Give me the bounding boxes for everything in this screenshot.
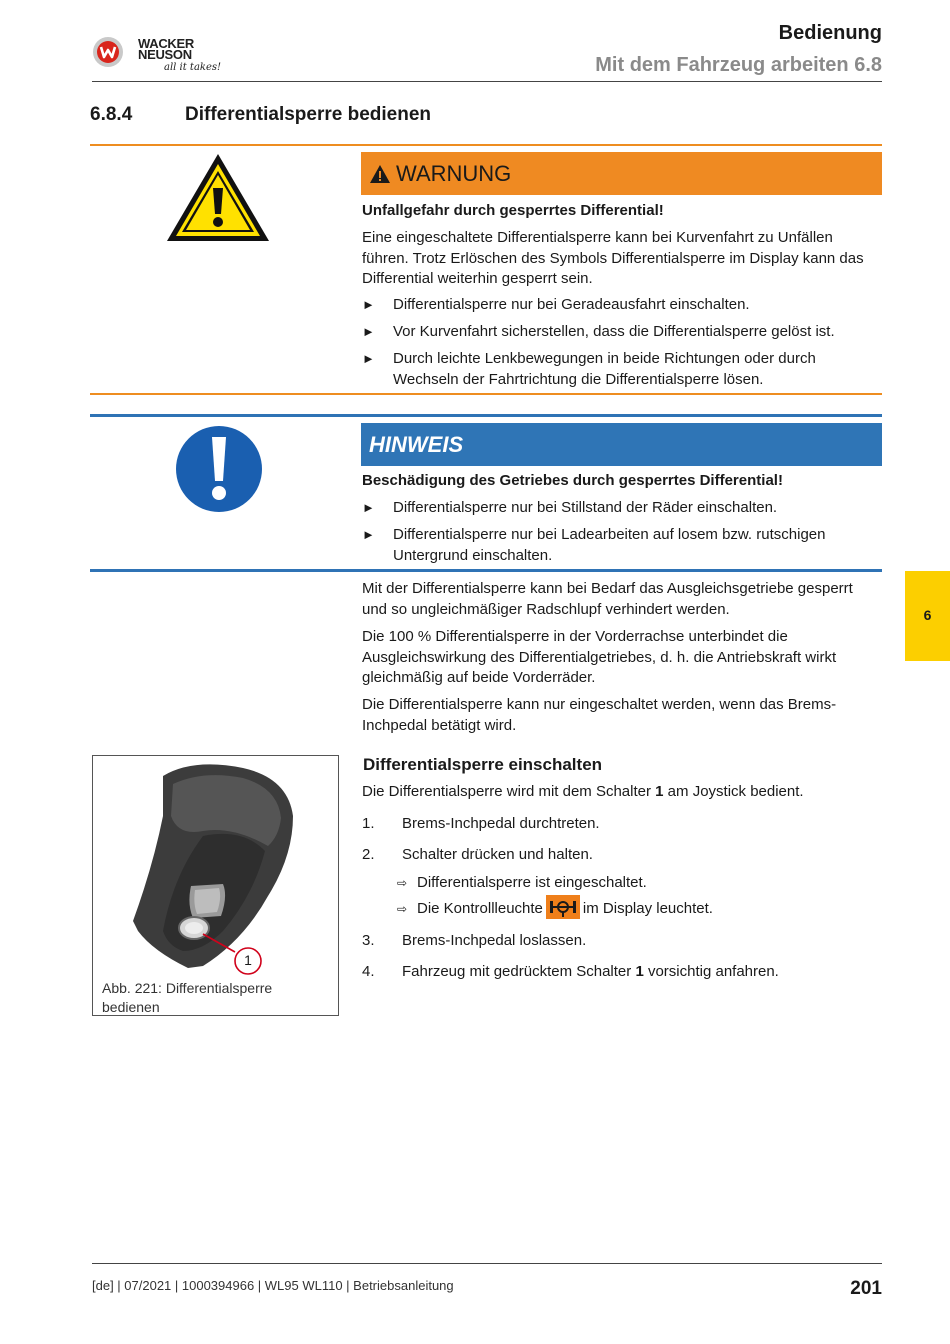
warning-banner	[361, 152, 882, 195]
figure-joystick	[92, 755, 339, 1016]
notice-banner	[361, 423, 882, 466]
joystick-illustration	[93, 756, 338, 976]
footer-document-info: [de] | 07/2021 | 1000394966 | WL95 WL110 | Betriebsanleitung	[92, 1278, 454, 1293]
bullet-arrow-icon: ►	[362, 324, 375, 339]
section-title: Differentialsperre bedienen	[185, 104, 432, 125]
header-divider	[92, 81, 882, 82]
figure-caption: Abb. 221: Differentialsperre bedienen	[102, 980, 273, 1015]
body-paragraph: Die Differentialsperre kann nur eingeschaltet werden, wenn das Brems-Inchpedal betätigt wird.	[362, 696, 837, 734]
procedure-intro: Die Differentialsperre wird mit dem Schalter 1 am Joystick bedient.	[362, 783, 804, 800]
brand-tagline: all it takes!	[164, 62, 222, 73]
page-number: 201	[850, 1278, 882, 1299]
procedure-heading: Differentialsperre einschalten	[363, 755, 603, 774]
differential-lock-indicator-icon	[546, 895, 580, 919]
bullet-arrow-icon: ►	[362, 297, 375, 312]
notice-label: HINWEIS	[369, 432, 464, 457]
notice-bottom-rule	[90, 569, 882, 572]
body-paragraph: Mit der Differentialsperre kann bei Bedarf das Ausgleichsgetriebe gesperrt und so ungleichmäßiger Radschlupf verhindert werden.	[362, 580, 853, 618]
footer-divider	[92, 1263, 882, 1264]
notice-heading: Beschädigung des Getriebes durch gesperrtes Differential!	[362, 472, 783, 489]
step-result: ⇨ Die Kontrollleuchte im Display leuchtet.	[397, 899, 713, 919]
chapter-tab-label: 6	[923, 607, 932, 623]
result-arrow-icon: ⇨	[397, 876, 408, 890]
figure-callout-number: 1	[244, 952, 252, 968]
warning-triangle-icon	[165, 152, 271, 243]
wacker-neuson-logo-icon	[92, 36, 124, 68]
brand-logo	[92, 36, 222, 78]
warning-body: Eine eingeschaltete Differentialsperre kann bei Kurvenfahrt zu Unfällen führen. Trotz Erlöschen des Symbols Differentialsperre im Display kann das Differential weiterhin gesperrt sein.	[362, 229, 864, 287]
chapter-tab[interactable]	[905, 571, 950, 661]
chapter-title: Bedienung	[778, 22, 882, 44]
chapter-subtitle: Mit dem Fahrzeug arbeiten 6.8	[595, 54, 882, 76]
bullet-arrow-icon: ►	[362, 500, 375, 515]
bullet-arrow-icon: ►	[362, 351, 375, 366]
result-arrow-icon: ⇨	[397, 902, 408, 916]
brand-name-line1: WACKER	[138, 36, 194, 51]
mandatory-exclamation-icon	[173, 423, 265, 515]
warning-heading: Unfallgefahr durch gesperrtes Differential!	[362, 202, 664, 219]
brand-name-line2: NEUSON	[138, 47, 192, 62]
notice-top-rule	[90, 414, 882, 417]
warning-bottom-rule	[90, 393, 882, 395]
warning-label: WARNUNG	[396, 161, 512, 186]
body-paragraph: Die 100 % Differentialsperre in der Vorderrachse unterbindet die Ausgleichswirkung des Differentialgetriebes, d. h. die Antriebskraft wirkt gleichmäßig auf beide Vorderräder.	[362, 628, 837, 686]
warning-top-rule	[90, 144, 882, 146]
warning-small-icon	[369, 164, 391, 184]
bullet-arrow-icon: ►	[362, 527, 375, 542]
step-result: ⇨ Differentialsperre ist eingeschaltet.	[397, 874, 647, 891]
section-number: 6.8.4	[90, 104, 133, 125]
